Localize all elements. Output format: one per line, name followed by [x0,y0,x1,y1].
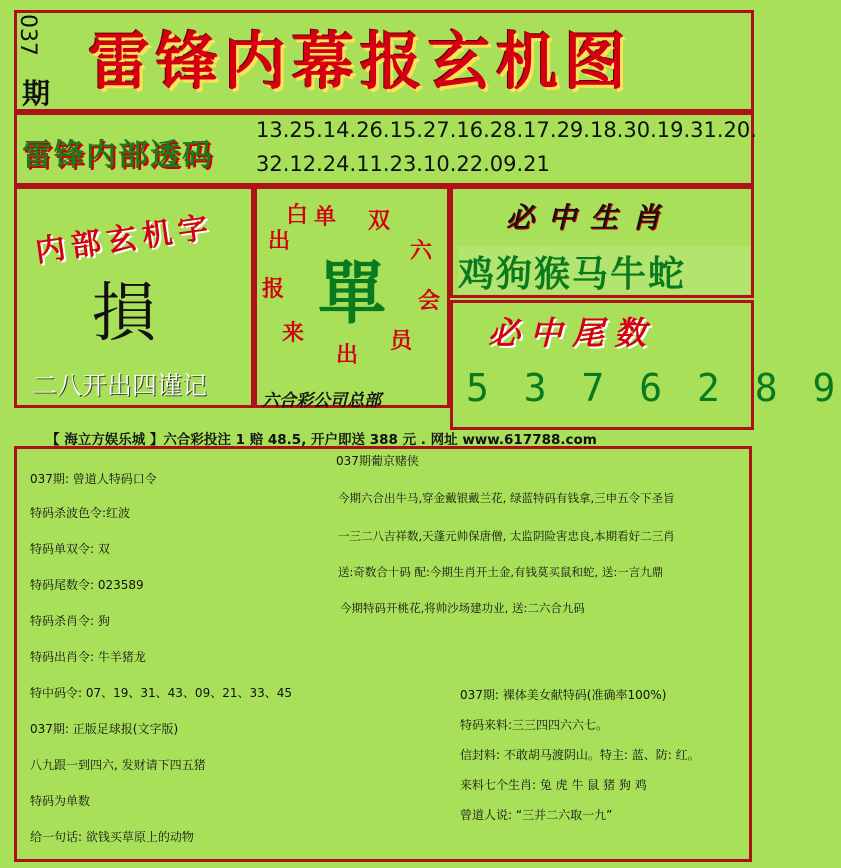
left-list-item: 特码杀波色令:红波 [30,506,131,520]
left-list-item: 特码单双令: 双 [30,542,110,556]
right-top-title: 037期葡京赌侠 [336,454,419,468]
left-list-item: 八九跟一到四六, 发财请下四五猪 [30,758,206,772]
zodiac-animals: 鸡狗猴马牛蛇 [458,246,750,294]
tail-label: 必中尾数 [488,314,657,352]
right-top-line: 今期六合出牛马,穿金戴银戴兰花, 绿蓝特码有钱拿,三申五令下圣旨 [338,491,675,505]
left-caption: 二八开出四谨记 [32,371,208,400]
numbers-line-2: 32.12.24.11.23.10.22.09.21 [256,152,550,176]
left-arc-title: 内部玄机字 [33,209,217,270]
issue-unit: 期 [22,77,51,110]
ring-char: 员 [390,328,413,354]
ring-char: 来 [282,320,305,346]
left-list-item: 037期: 曾道人特码口令 [30,472,157,486]
right-top-line: 今期特码开桃花,将帅沙场建功业, 送:二六合九码 [340,601,585,615]
left-list-item: 特码杀肖令: 狗 [30,614,110,628]
ring-char: 单 [314,204,337,230]
page-title: 雷锋内幕报玄机图 [88,25,633,98]
ring-char: 会 [418,288,441,314]
numbers-line-1: 13.25.14.26.15.27.16.28.17.29.18.30.19.31.20. [256,118,757,142]
right-top-line: 一三二八吉祥数,天蓬元帅保唐僧, 太监阴险害忠良,本期看好二三肖 [338,529,675,543]
right-bottom-line: 特码来料:三三四四六六七。 [460,718,609,732]
right-top-line: 送:奇数合十码 配:今期生肖开土金,有钱莫买鼠和蛇, 送:一言九鼎 [338,565,664,579]
ring-char: 报 [262,276,285,302]
left-big-char: 損 [92,277,156,351]
ring-char: 出 [268,228,291,254]
left-list-item: 037期: 正版足球报(文字版) [30,722,179,736]
ring-char: 白 [286,202,309,228]
left-list-item: 特码尾数令: 023589 [30,578,144,592]
middle-center-char: 單 [318,254,387,334]
right-bottom-line: 曾道人说: “三并二六取一九” [460,808,613,822]
tail-numbers: 5 3 7 6 2 8 9 [466,366,841,410]
left-list-item: 特码出肖令: 牛羊猪龙 [30,650,146,664]
right-bottom-line: 信封料: 不敢胡马渡阴山。特主: 蓝、防: 红。 [460,748,700,762]
zodiac-label: 必中生肖 [506,201,675,234]
left-list-item: 特码为单数 [30,794,91,808]
ring-char: 双 [368,208,391,234]
issue-number [15,14,58,110]
right-bottom-line: 来料七个生肖: 兔 虎 牛 鼠 猪 狗 鸡 [460,778,647,792]
left-list-item: 特中码令: 07、19、31、43、09、21、33、45 [30,686,293,700]
promo-banner[interactable]: 【 海立方娱乐城 】六合彩投注 1 赔 48.5, 开户即送 388 元 . 网址 www.617788.com [46,432,597,448]
ring-char: 六 [410,238,433,264]
middle-footer: 六合彩公司总部 [262,391,381,411]
issue-number-digits: 037 [15,14,40,56]
left-list-item: 给一句话: 欲钱买草原上的动物 [30,830,194,844]
right-bottom-line: 037期: 裸体美女献特码(准确率100%) [460,688,667,702]
ring-char: 出 [336,342,359,368]
numbers-label: 雷锋内部透码 [22,138,214,173]
